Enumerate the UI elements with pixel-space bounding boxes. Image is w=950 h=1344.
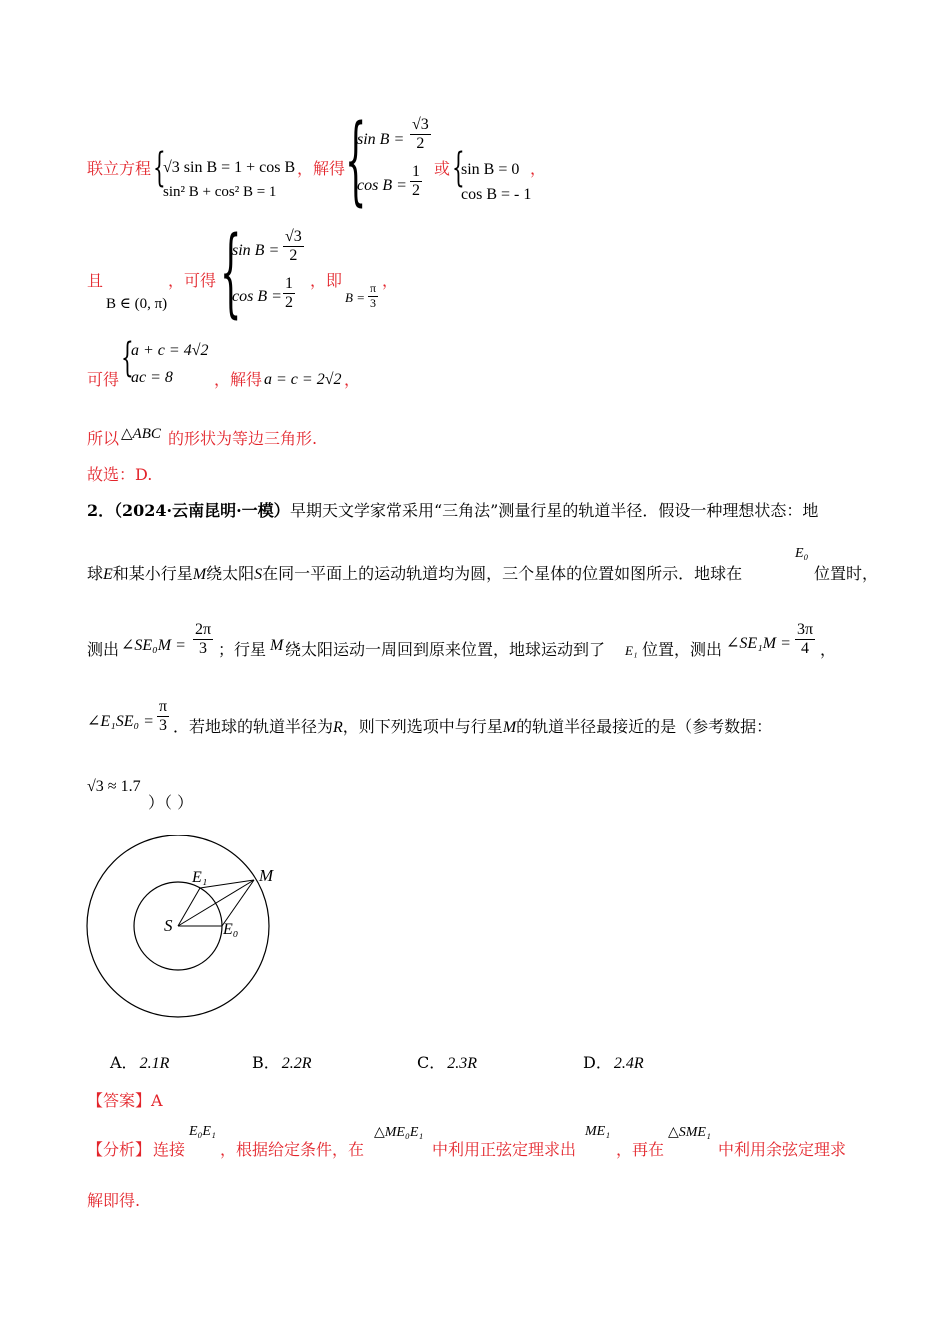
segment-E0M: [222, 880, 254, 926]
answer-paren: ）（ ）: [148, 793, 194, 812]
text: 绕太阳: [206, 564, 255, 583]
sinB-lhs: sin B =: [232, 242, 280, 259]
solve-word: ，解得: [297, 159, 346, 178]
fraction-1-over-2: [410, 163, 422, 201]
text: 在同一平面上的运动轨道均为圆，三个星体的位置如图所示．地球在: [262, 564, 743, 583]
triangle-SME1: △SME₁: [668, 1125, 711, 1140]
segment-E0E1: E₀E₁: [189, 1124, 216, 1139]
text: ，则下列选项中与行星: [342, 717, 503, 736]
label-M: M: [259, 866, 274, 885]
question-text-line4: [173, 714, 772, 737]
comma: ，: [344, 370, 361, 389]
option-label: D．: [583, 1053, 612, 1072]
a-equals-c: a = c = 2√2: [264, 371, 342, 388]
text: ．若地球的轨道半径为: [173, 717, 334, 736]
B-range: B ∈ (0, π): [106, 296, 168, 312]
option-label: B．: [252, 1053, 280, 1072]
question-text-line1: 早期天文学家常采用“三角法”测量行星的轨道半径．假设一种理想状态：地: [290, 501, 819, 520]
ji-word: ，即: [310, 271, 343, 290]
answer-text: 【答案】A: [87, 1091, 163, 1110]
equation-sqrt3-sinB: √3 sin B = 1 + cos B: [163, 159, 296, 176]
analysis-text: ，根据给定条件，在: [220, 1140, 365, 1159]
triangle-ABC: △ABC: [121, 426, 161, 442]
denominator: 2: [416, 135, 425, 153]
option-a[interactable]: [110, 1050, 169, 1073]
triangle-ME0E1: △ME₀E₁: [374, 1125, 424, 1140]
option-value: 2.3R: [447, 1055, 478, 1072]
segment-ME1: ME₁: [585, 1124, 611, 1139]
kede-word-2: 可得: [87, 370, 120, 389]
analysis-text: ，再在: [616, 1140, 665, 1159]
numerator: √3: [410, 116, 431, 135]
analysis-text-end: 解即得.: [87, 1191, 141, 1210]
numerator: 3π: [795, 621, 815, 640]
option-value: 2.1R: [139, 1055, 170, 1072]
option-c[interactable]: [417, 1050, 477, 1073]
denominator: 3: [159, 717, 168, 735]
kede-word: ，可得: [168, 271, 217, 290]
denominator: 3: [199, 640, 208, 658]
choose-answer: 故选：D.: [87, 465, 153, 484]
comma: ，: [530, 159, 547, 178]
angle-SE0M: ∠SE₀M =: [121, 637, 186, 654]
denominator: 3: [370, 295, 377, 310]
analysis-text: 中利用余弦定理求: [718, 1140, 847, 1159]
question-source: （2024·云南昆明·一模）: [106, 501, 290, 520]
var-E1: E₁: [625, 643, 638, 658]
fraction-1-over-2: [283, 275, 295, 313]
text: 球: [87, 564, 104, 583]
var-M: M: [270, 637, 284, 654]
question-number: 2．: [87, 501, 115, 520]
shape-conclusion: 的形状为等边三角形.: [168, 429, 318, 448]
B-eq: B =: [345, 290, 365, 305]
var-R: R: [333, 719, 343, 736]
var-M: M: [502, 719, 517, 736]
equation-pythagorean: sin² B + cos² B = 1: [163, 184, 277, 200]
question-text-line2: [87, 561, 742, 584]
left-brace: {: [452, 145, 465, 191]
analysis-tag: 【分析】: [87, 1140, 152, 1159]
numerator: 1: [283, 275, 295, 294]
fraction-pi-over-3: [157, 698, 169, 736]
cosB-lhs: cos B =: [357, 177, 407, 194]
option-label: A．: [110, 1053, 138, 1072]
reference-sqrt3: √3 ≈ 1.7: [87, 778, 141, 795]
denominator: 4: [801, 640, 810, 658]
fraction-2pi-over-3: [193, 621, 213, 659]
text: 测出: [87, 640, 120, 659]
text: 绕太阳运动一周回到原来位置，地球运动到了: [285, 640, 606, 659]
angle-E1SE0: ∠E₁SE₀ =: [87, 713, 154, 730]
angle-SE1M: ∠SE₁M =: [726, 635, 791, 652]
left-brace-large: {: [345, 104, 367, 216]
left-brace: {: [153, 145, 166, 191]
fraction-sqrt3-over-2: [410, 116, 431, 154]
cosB-lhs: cos B =: [232, 288, 282, 305]
label-S: S: [164, 916, 173, 935]
suoyi-word: 所以: [87, 429, 120, 448]
text: 和某小行星: [112, 564, 193, 583]
var-E0: E₀: [795, 546, 809, 561]
label-E1: E₁: [192, 869, 208, 886]
equation-sum: a + c = 4√2: [131, 342, 209, 359]
fraction-pi-over-3: [368, 282, 378, 311]
option-value: 2.4R: [613, 1055, 644, 1072]
fraction-sqrt3-over-2: [283, 228, 304, 266]
denominator: 2: [289, 247, 298, 265]
fraction-3pi-over-4: [795, 621, 815, 659]
text: ；行星: [218, 640, 267, 659]
segment-E1M: [200, 880, 254, 888]
denominator: 2: [412, 182, 420, 200]
numerator: π: [157, 698, 169, 717]
alt-sinB-zero: sin B = 0: [461, 161, 520, 178]
text: 位置，测出: [642, 640, 723, 659]
option-b[interactable]: [252, 1050, 312, 1073]
segment-SE1: [178, 888, 200, 926]
numerator: √3: [283, 228, 304, 247]
segment-SM: [178, 880, 254, 926]
option-d[interactable]: [583, 1050, 644, 1073]
comma: ，: [820, 640, 837, 659]
option-value: 2.2R: [281, 1055, 312, 1072]
qie-word: 且: [87, 271, 104, 290]
analysis-text: 连接: [153, 1140, 186, 1159]
var-E: E: [103, 566, 113, 583]
sinB-lhs: sin B =: [357, 131, 405, 148]
numerator: 1: [410, 163, 422, 182]
text: 位置时，: [814, 564, 879, 583]
left-brace-large: {: [220, 216, 242, 328]
numerator: π: [370, 281, 377, 295]
denominator: 2: [285, 294, 293, 312]
var-S: S: [254, 566, 263, 583]
alt-cosB-neg1: cos B = - 1: [461, 186, 532, 203]
solution-lead-text: 联立方程: [87, 159, 152, 178]
equation-product: ac = 8: [131, 369, 173, 386]
var-M: M: [192, 566, 207, 583]
label-E0: E₀: [223, 921, 239, 938]
or-word: 或: [434, 159, 451, 178]
orbit-figure: [80, 835, 310, 1025]
text: 的轨道半径最接近的是（参考数据：: [516, 717, 773, 736]
numerator: 2π: [193, 621, 213, 640]
jiede-word: ，解得: [214, 370, 263, 389]
left-brace: {: [121, 335, 134, 381]
comma: ，: [382, 271, 399, 290]
analysis-text: 中利用正弦定理求出: [432, 1140, 577, 1159]
option-label: C．: [417, 1053, 446, 1072]
